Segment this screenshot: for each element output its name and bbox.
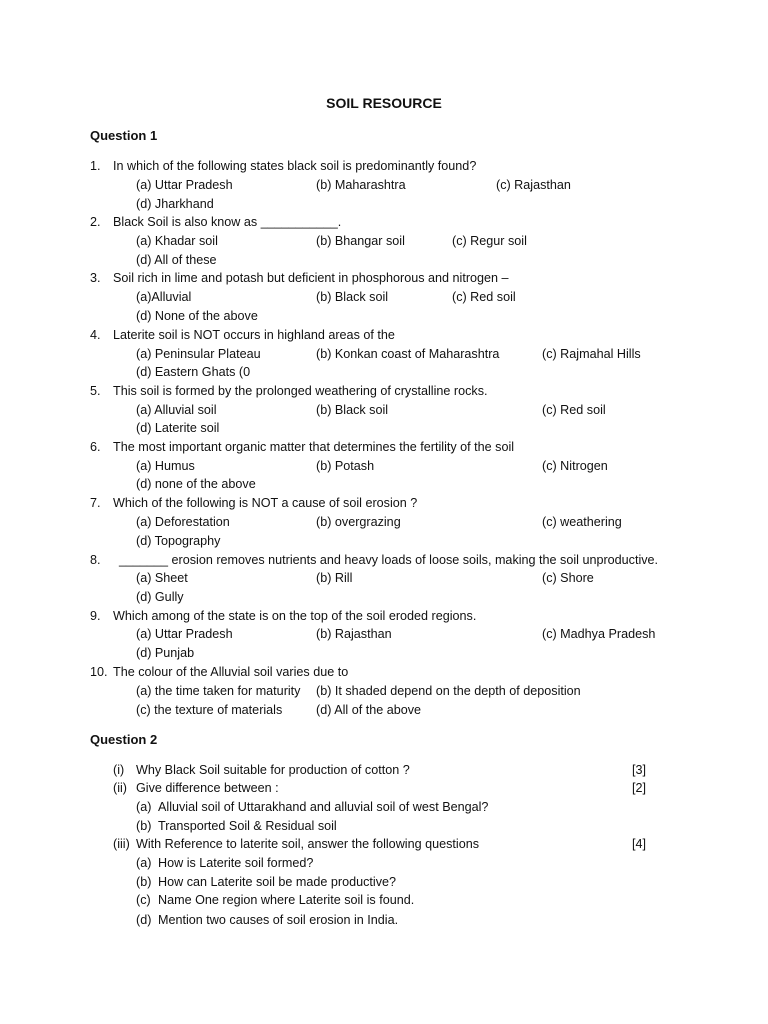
item-number: 5. — [90, 384, 101, 398]
option-b: (b) Black soil — [316, 403, 389, 417]
option-c: (c) the texture of materials — [136, 703, 283, 717]
sub-text: Alluvial soil of Uttarakhand and alluvial soil of west Bengal? — [158, 800, 489, 814]
item-number: 4. — [90, 328, 101, 342]
part-text: With Reference to laterite soil, answer the following questions — [136, 837, 480, 851]
option-c: (c) Shore — [542, 571, 594, 585]
sub-label: (b) — [136, 875, 152, 889]
question-1-heading: Question 1 — [90, 128, 158, 143]
option-d: (d) None of the above — [136, 309, 258, 323]
option-b: (b) Maharashtra — [316, 178, 406, 192]
option-c: (c) weathering — [542, 515, 622, 529]
sub-text: Transported Soil & Residual soil — [158, 819, 337, 833]
question-text: Which of the following is NOT a cause of soil erosion ? — [113, 496, 418, 510]
option-c: (c) Rajasthan — [496, 178, 571, 192]
sub-label: (b) — [136, 819, 152, 833]
option-c: (c) Rajmahal Hills — [542, 347, 641, 361]
question-text: The colour of the Alluvial soil varies due to — [113, 665, 349, 679]
question-text: In which of the following states black soil is predominantly found? — [113, 159, 477, 173]
option-d: (d) All of these — [136, 253, 217, 267]
option-a: (a) Alluvial soil — [136, 403, 217, 417]
sub-label: (c) — [136, 893, 151, 907]
option-d: (d) Laterite soil — [136, 421, 220, 435]
question-text: The most important organic matter that determines the fertility of the soil — [113, 440, 515, 454]
item-number: 7. — [90, 496, 101, 510]
sub-text: How is Laterite soil formed? — [158, 856, 314, 870]
sub-text: Mention two causes of soil erosion in India. — [158, 913, 399, 927]
option-a: (a) Sheet — [136, 571, 188, 585]
option-b: (b) It shaded depend on the depth of deposition — [316, 684, 581, 698]
option-d: (d) All of the above — [316, 703, 422, 717]
item-number: 8. — [90, 553, 101, 567]
option-d: (d) Gully — [136, 590, 184, 604]
option-d: (d) Topography — [136, 534, 221, 548]
option-a: (a) Peninsular Plateau — [136, 347, 261, 361]
option-c: (c) Red soil — [542, 403, 606, 417]
item-number: 1. — [90, 159, 101, 173]
option-b: (b) overgrazing — [316, 515, 401, 529]
sub-label: (a) — [136, 800, 152, 814]
option-c: (c) Nitrogen — [542, 459, 608, 473]
option-a: (a) Humus — [136, 459, 195, 473]
option-b: (b) Potash — [316, 459, 375, 473]
part-text: Why Black Soil suitable for production of cotton ? — [136, 763, 410, 777]
option-c: (c) Madhya Pradesh — [542, 627, 656, 641]
option-d: (d) none of the above — [136, 477, 256, 491]
page-title: SOIL RESOURCE — [326, 95, 442, 111]
option-b: (b) Bhangar soil — [316, 234, 405, 248]
part-number: (ii) — [113, 781, 127, 795]
option-a: (a)Alluvial — [136, 290, 192, 304]
question-2-heading: Question 2 — [90, 732, 158, 747]
option-b: (b) Konkan coast of Maharashtra — [316, 347, 500, 361]
question-text: Which among of the state is on the top of the soil eroded regions. — [113, 609, 477, 623]
sub-label: (a) — [136, 856, 152, 870]
question-text: Black Soil is also know as ___________. — [113, 215, 342, 229]
sub-text: Name One region where Laterite soil is found. — [158, 893, 415, 907]
item-number: 2. — [90, 215, 101, 229]
sub-text: How can Laterite soil be made productive? — [158, 875, 397, 889]
option-a: (a) Uttar Pradesh — [136, 178, 233, 192]
item-number: 6. — [90, 440, 101, 454]
option-c: (c) Regur soil — [452, 234, 527, 248]
option-c: (c) Red soil — [452, 290, 516, 304]
option-a: (a) the time taken for maturity — [136, 684, 301, 698]
part-text: Give difference between : — [136, 781, 279, 795]
question-text: Laterite soil is NOT occurs in highland areas of the — [113, 328, 395, 342]
option-d: (d) Eastern Ghats (0 — [136, 365, 251, 379]
option-a: (a) Khadar soil — [136, 234, 218, 248]
option-a: (a) Deforestation — [136, 515, 230, 529]
option-d: (d) Punjab — [136, 646, 195, 660]
item-number: 10. — [90, 665, 108, 679]
item-number: 3. — [90, 271, 101, 285]
question-text: Soil rich in lime and potash but deficient in phosphorous and nitrogen – — [113, 271, 509, 285]
marks-label: [2] — [632, 781, 647, 795]
option-b: (b) Rill — [316, 571, 353, 585]
marks-label: [3] — [632, 763, 647, 777]
question-text: _______ erosion removes nutrients and heavy loads of loose soils, making the soil unproductive. — [119, 553, 659, 567]
part-number: (iii) — [113, 837, 130, 851]
item-number: 9. — [90, 609, 101, 623]
sub-label: (d) — [136, 913, 152, 927]
option-b: (b) Rajasthan — [316, 627, 392, 641]
option-a: (a) Uttar Pradesh — [136, 627, 233, 641]
marks-label: [4] — [632, 837, 647, 851]
part-number: (i) — [113, 763, 125, 777]
option-d: (d) Jharkhand — [136, 197, 214, 211]
option-b: (b) Black soil — [316, 290, 389, 304]
question-text: This soil is formed by the prolonged weathering of crystalline rocks. — [113, 384, 488, 398]
